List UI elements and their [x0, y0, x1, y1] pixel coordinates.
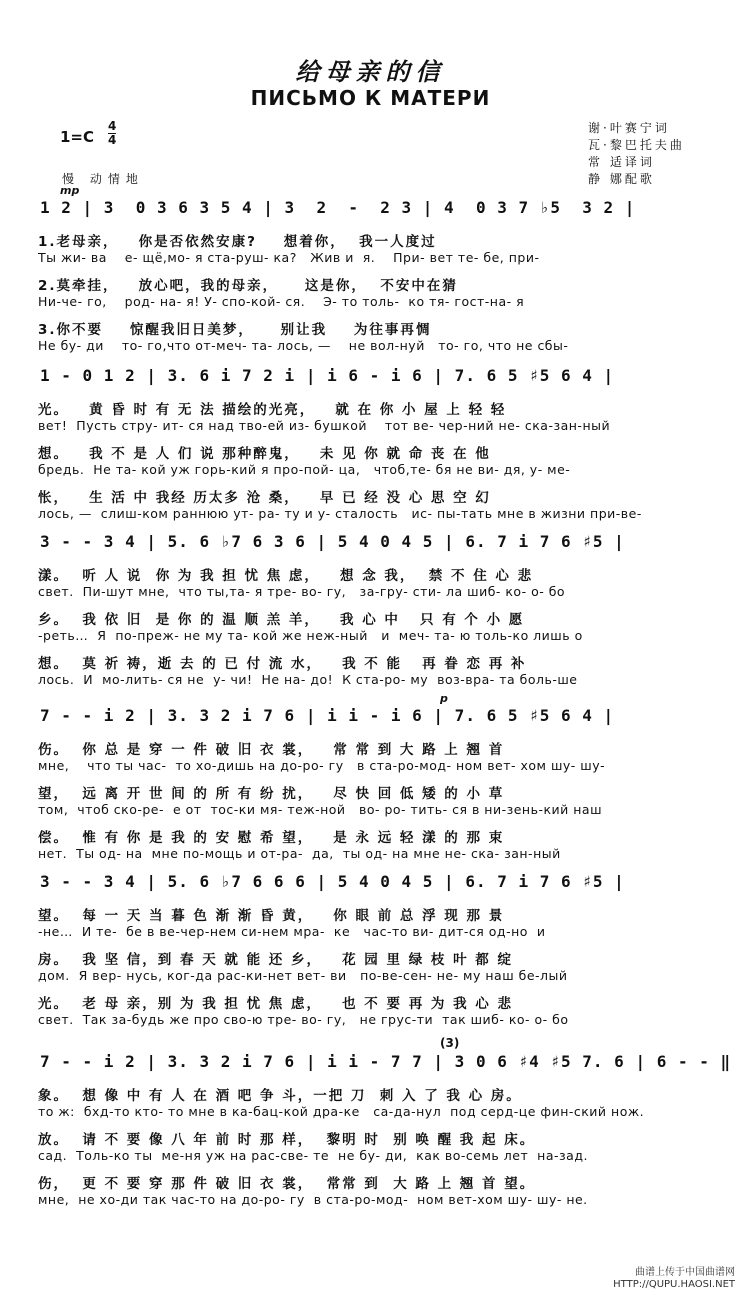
lyric-verse-3-ru: Не бу- ди то- го,что от-меч- та- лось, — не вол-нуй то- го, что не сбы- — [38, 338, 569, 353]
lyric-verse-2-ru: бредь. Не та- кой уж горь-кий я про-пой- ца, чтоб,те- бя не ви- дя, у- ме- — [38, 462, 571, 477]
credit-lyricist: 谢·叶赛宁词 — [588, 121, 670, 135]
notation-line: 7 - - i 2 | 3. 3 2 i 7 6 | i i - i 6 | 7. 6 5 ♯5 6 4 | — [40, 706, 615, 725]
lyric-verse-1-ru: вет! Пусть стру- ит- ся над тво-ей из- бушкой тот ве- чер-ний не- ска-зан-ный — [38, 418, 611, 433]
music-system-1 — [0, 198, 741, 358]
watermark-line-2: HTTP://QUPU.HAOSI.NET — [613, 1279, 735, 1290]
lyric-verse-2-cn: 2.莫牵挂， 放心吧，我的母亲， 这是你， 不安中在猜 — [38, 278, 458, 294]
notation-line: 3 - - 3 4 | 5. 6 ♭7 6 3 6 | 5 4 0 4 5 | 6. 7 i 7 6 ♯5 | — [40, 532, 625, 551]
watermark — [613, 1267, 735, 1291]
repeat-ending-mark: (3) — [440, 1036, 460, 1050]
lyric-verse-1-ru: -не… И те- бе в ве-чер-нем си-нем мра- ке час-то ви- дит-ся од-но и — [38, 924, 546, 939]
notation-line: 3 - - 3 4 | 5. 6 ♭7 6 6 6 | 5 4 0 4 5 | 6. 7 i 7 6 ♯5 | — [40, 872, 625, 891]
lyric-verse-2-cn: 想。 我 不 是 人 们 说 那种醉鬼， 未 见 你 就 命 丧 在 他 — [38, 446, 491, 462]
lyric-verse-1-cn: 漾。 听 人 说 你 为 我 担 忧 焦 虑， 想 念 我， 禁 不 住 心 悲 — [38, 568, 534, 584]
lyric-verse-3-cn: 想。 莫 祈 祷，逝 去 的 已 付 流 水， 我 不 能 再 眷 恋 再 补 — [38, 656, 527, 672]
lyric-verse-2-cn: 望， 远 离 开 世 间 的 所 有 纷 扰， 尽 快 回 低 矮 的 小 草 — [38, 786, 505, 802]
lyric-verse-3-cn: 伤， 更 不 要 穿 那 件 破 旧 衣 裳， 常常 到 大 路 上 翘 首 望。 — [38, 1176, 536, 1192]
credit-arranger: 静 娜配歌 — [588, 172, 655, 186]
music-system-3 — [0, 532, 741, 692]
notation-line: 7 - - i 2 | 3. 3 2 i 7 6 | i i - 7 7 | 3 0 6 ♯4 ♯5 7. 6 | 6 - - ‖ — [40, 1052, 732, 1071]
dynamic-mp: mp — [60, 184, 80, 197]
music-system-5 — [0, 872, 741, 1032]
lyric-verse-3-cn: 3.你不要 惊醒我旧日美梦， 别让我 为往事再惆 — [38, 322, 432, 338]
lyric-verse-1-cn: 光。 黄 昏 时 有 无 法 描绘的光亮， 就 在 你 小 屋 上 轻 轻 — [38, 402, 507, 418]
credit-composer: 瓦·黎巴托夫曲 — [588, 138, 685, 152]
lyric-verse-1-ru: свет. Пи-шут мне, что ты,та- я тре- во- гу, за-гру- сти- ла шиб- ко- о- бо — [38, 584, 566, 599]
lyric-verse-1-cn: 伤。 你 总 是 穿 一 件 破 旧 衣 裳， 常 常 到 大 路 上 翘 首 — [38, 742, 505, 758]
lyric-verse-3-ru: нет. Ты од- на мне по-мощь и от-ра- да, ты од- на мне не- ска- зан-ный — [38, 846, 561, 861]
lyric-verse-1-cn: 望。 每 一 天 当 暮 色 渐 渐 昏 黄， 你 眼 前 总 浮 现 那 景 — [38, 908, 505, 924]
time-signature — [108, 120, 116, 147]
music-system-4 — [0, 706, 741, 866]
song-title-chinese: 给母亲的信 — [295, 58, 446, 86]
lyric-verse-2-ru: том, чтоб ско-ре- е от тос-ки мя- теж-ной во- ро- тить- ся в ни-зень-кий наш — [38, 802, 603, 817]
lyric-verse-3-cn: 偿。 惟 有 你 是 我 的 安 慰 希 望， 是 永 远 轻 漾 的 那 束 — [38, 830, 505, 846]
watermark-line-1: 曲谱上传于中国曲谱网 — [635, 1267, 735, 1278]
lyric-verse-3-ru: мне, не хо-ди так час-то на до-ро- гу в ста-ро-мод- ном вет-хом шу- шу- не. — [38, 1192, 588, 1207]
credit-translator: 常 适译词 — [588, 155, 655, 169]
lyric-verse-2-cn: 房。 我 坚 信，到 春 天 就 能 还 乡， 花 园 里 绿 枝 叶 都 绽 — [38, 952, 513, 968]
lyric-verse-1-ru: Ты жи- ва е- щё,мо- я ста-руш- ка? Жив и я. При- вет те- бе, при- — [38, 250, 540, 265]
notation-line: 1 - 0 1 2 | 3. 6 i 7 2 i | i 6 - i 6 | 7. 6 5 ♯5 6 4 | — [40, 366, 615, 385]
tempo-marking: 慢 动情地 — [62, 172, 144, 186]
lyric-verse-2-cn: 放。 请 不 要 像 八 年 前 时 那 样， 黎明 时 别 唤 醒 我 起 床。 — [38, 1132, 536, 1148]
lyric-verse-1-cn: 象。 想 像 中 有 人 在 酒 吧 争 斗，一把 刀 刺 入 了 我 心 房。 — [38, 1088, 522, 1104]
music-system-6 — [0, 1052, 741, 1222]
lyric-verse-3-cn: 怅， 生 活 中 我经 历太多 沧 桑， 早 已 经 没 心 思 空 幻 — [38, 490, 491, 506]
music-system-2 — [0, 366, 741, 526]
lyric-verse-1-ru: мне, что ты час- то хо-дишь на до-ро- гу в ста-ро-мод- ном вет- хом шу- шу- — [38, 758, 606, 773]
lyric-verse-3-ru: лось. И мо-лить- ся не у- чи! Не на- до! К ста-ро- му воз-вра- та боль-ше — [38, 672, 578, 687]
lyric-verse-3-cn: 光。 老 母 亲，别 为 我 担 忧 焦 虑， 也 不 要 再 为 我 心 悲 — [38, 996, 513, 1012]
time-signature-top: 4 — [108, 119, 117, 133]
lyric-verse-3-ru: свет. Так за-будь же про сво-ю тре- во- гу, не грус-ти так шиб- ко- о- бо — [38, 1012, 569, 1027]
lyric-verse-2-ru: Ни-че- го, род- на- я! У- спо-кой- ся. Э- то толь- ко тя- гост-на- я — [38, 294, 525, 309]
song-title-russian: ПИСЬМО К МАТЕРИ — [250, 86, 491, 110]
key-signature: 1=C — [60, 128, 95, 146]
lyric-verse-3-ru: лось, — слиш-ком раннюю ут- ра- ту и у- сталость ис- пы-тать мне в жизни при-ве- — [38, 506, 642, 521]
credits — [588, 120, 685, 188]
dynamic-p: p — [440, 692, 448, 705]
lyric-verse-2-ru: -реть… Я по-преж- не му та- кой же неж-ный и меч- та- ю толь-ко лишь о — [38, 628, 583, 643]
lyric-verse-1-ru: то ж: бхд-то кто- то мне в ка-бац-кой дра-ке са-да-нул под серд-це фин-ский нож. — [38, 1104, 645, 1119]
lyric-verse-2-cn: 乡。 我 依 旧 是 你 的 温 顺 羔 羊， 我 心 中 只 有 个 小 愿 — [38, 612, 525, 628]
lyric-verse-1-cn: 1.老母亲， 你是否依然安康? 想着你， 我一人度过 — [38, 234, 437, 250]
time-signature-bottom: 4 — [108, 133, 117, 147]
lyric-verse-2-ru: дом. Я вер- нусь, ког-да рас-ки-нет вет- ви по-ве-сен- не- му наш бе-лый — [38, 968, 568, 983]
lyric-verse-2-ru: сад. Толь-ко ты ме-ня уж на рас-све- те не бу- ди, как во-семь лет на-зад. — [38, 1148, 588, 1163]
notation-line: 1 2 | 3 0 3 6 3 5 4 | 3 2 - 2 3 | 4 0 3 7 ♭5 3 2 | — [40, 198, 636, 217]
